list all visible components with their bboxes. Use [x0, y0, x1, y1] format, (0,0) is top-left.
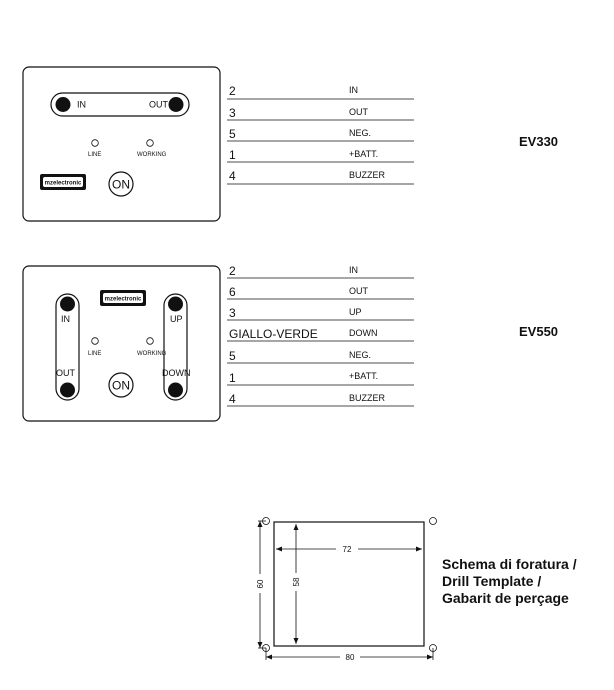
ev550-wire-signal: NEG. — [349, 350, 372, 360]
inner-width-dim: 72 — [342, 545, 352, 554]
drill-template — [256, 518, 437, 663]
ev330-on-label: ON — [112, 177, 130, 192]
ev550-on-label: ON — [112, 378, 130, 393]
svg-text:mzelectronic: mzelectronic — [44, 180, 82, 187]
ev550-down-label: DOWN — [162, 368, 191, 378]
ev330-wire-signal: NEG. — [349, 128, 372, 138]
ev330-out-label: OUT — [149, 99, 168, 110]
ev330-out-led — [169, 97, 184, 112]
ev330-wire-num: 5 — [229, 127, 236, 141]
ev550-wire-signal: IN — [349, 265, 358, 275]
ev330-wire-num: 3 — [229, 106, 236, 120]
caption-line: Gabarit de perçage — [442, 590, 569, 606]
ev330-wire-signal: IN — [349, 85, 358, 95]
ev550-title: EV550 — [519, 324, 559, 339]
ev330-wire-signal: +BATT. — [349, 149, 379, 159]
ev550-wire-num: 1 — [229, 371, 236, 385]
ev330-wire-signal: OUT — [349, 107, 368, 117]
ev550-up-label: UP — [170, 314, 183, 324]
caption-line: Schema di foratura / — [442, 556, 577, 572]
ev550-out-label: OUT — [56, 368, 75, 378]
ev550-wire-num: 6 — [229, 285, 236, 299]
ev330-in-out-slot — [51, 93, 189, 116]
ev550-working-light — [147, 338, 154, 345]
ev330-panel — [23, 67, 220, 221]
ev330-working-light — [147, 140, 154, 147]
ev330-in-led — [56, 97, 71, 112]
caption-line: Drill Template / — [442, 573, 542, 589]
ev330-wire-num: 1 — [229, 148, 236, 162]
ev550-working-label: WORKING — [137, 351, 167, 357]
ev330-wire-num: 2 — [229, 84, 236, 98]
ev550-out-led — [60, 383, 75, 398]
ev550-wire-signal: BUZZER — [349, 393, 385, 403]
ev330-title: EV330 — [519, 134, 559, 149]
ev550-wire-num: 5 — [229, 349, 236, 363]
ev550-logo — [100, 290, 146, 306]
ev550-in-led — [60, 297, 75, 312]
outer-height-dim: 60 — [256, 579, 265, 589]
ev550-down-led — [168, 383, 183, 398]
ev550-wire-table — [227, 264, 414, 406]
ev550-wire-num: 4 — [229, 392, 236, 406]
drill-template-caption — [442, 556, 612, 607]
ev550-wire-num: 3 — [229, 306, 236, 320]
ev330-wire-table — [227, 84, 414, 184]
ev550-wire-signal: +BATT. — [349, 371, 379, 381]
ev550-in-label: IN — [61, 314, 70, 324]
ev330-wire-signal: BUZZER — [349, 170, 385, 180]
ev550-up-led — [168, 297, 183, 312]
ev550-wire-num: GIALLO-VERDE — [229, 327, 318, 341]
mounting-hole — [430, 518, 437, 525]
ev330-line-light — [92, 140, 99, 147]
ev550-wire-signal: UP — [349, 307, 362, 317]
ev330-working-label: WORKING — [137, 152, 167, 158]
ev550-line-light — [92, 338, 99, 345]
inner-height-dim: 58 — [292, 577, 301, 587]
ev550-wire-num: 2 — [229, 264, 236, 278]
ev550-line-label: LINE — [88, 351, 102, 357]
ev330-wire-num: 4 — [229, 169, 236, 183]
ev550-wire-signal: DOWN — [349, 328, 378, 338]
ev330-line-label: LINE — [88, 152, 102, 158]
outer-width-dim: 80 — [345, 653, 355, 662]
ev550-panel — [23, 266, 220, 421]
svg-text:mzelectronic: mzelectronic — [104, 296, 142, 303]
ev550-wire-signal: OUT — [349, 286, 368, 296]
ev330-logo — [40, 174, 86, 190]
ev330-in-label: IN — [77, 99, 86, 110]
